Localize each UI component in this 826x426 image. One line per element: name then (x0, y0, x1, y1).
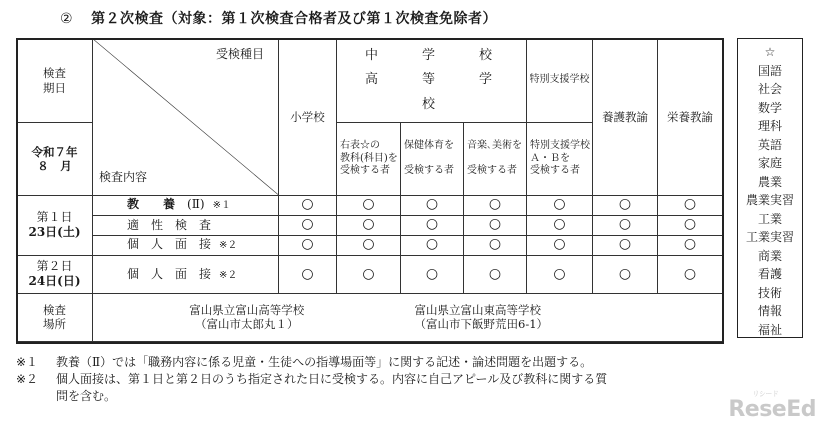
item-tekisei: 適 性 検 査 (93, 215, 279, 235)
day2-cell: 第２日 24日(日) (17, 255, 93, 293)
special-support-header: 特別支援学校 (527, 39, 593, 123)
elementary-header: 小学校 (279, 39, 337, 196)
diagonal-header-cell (93, 39, 279, 196)
list-item: 英語 (757, 137, 782, 152)
list-item: 工業 (757, 211, 782, 226)
subheader-music-art: 音楽､美術を 受検する者 (464, 123, 527, 195)
list-item: 工業実習 (745, 230, 794, 244)
list-item: 理科 (757, 119, 782, 133)
exam-type-label: 受検種目 (215, 47, 264, 61)
footnote-2: ※２ 個人面接は、第１日と第２日のうち指定された日に受検する。内容に自己アピール及び教科に関する質 (16, 372, 608, 386)
middle-high-header: 中 学 校 高 等 学 校 (337, 39, 527, 123)
list-item: 商業 (757, 248, 782, 263)
list-item: ☆ (764, 45, 776, 59)
subheader-special-ab: 特別支援学校 Ａ・Ｂを 受検する者 (527, 123, 593, 195)
date-header: 検査 期日 (17, 39, 93, 123)
table-row: 個 人 面 接 ※２ ○ ○ ○ ○ ○ ○ ○ (17, 235, 723, 255)
table-row: 適 性 検 査 ○ ○ ○ ○ ○ ○ ○ (17, 215, 723, 235)
list-item: 数学 (757, 100, 782, 115)
list-item: 家庭 (757, 156, 782, 170)
eiyo-header: 栄養教諭 (658, 39, 723, 196)
section-number: ② (60, 11, 74, 27)
list-item: 技術 (757, 285, 782, 300)
item-kojin1: 個 人 面 接 ※２ (93, 235, 279, 255)
list-item: 農業実習 (745, 193, 794, 207)
yogo-header: 養護教諭 (593, 39, 658, 196)
subheader-pe: 保健体育を 受検する者 (401, 123, 464, 195)
list-item: 福祉 (757, 322, 782, 337)
table-row: 第１日 23日(土) 教 養 (Ⅱ) ※１ ○ ○ ○ ○ ○ ○ ○ (17, 195, 723, 215)
venue-label: 検査 場所 (17, 293, 93, 341)
item-kyoyo: 教 養 (Ⅱ) ※１ (93, 195, 279, 215)
table-row: 第２日 24日(日) 個 人 面 接 ※２ ○ ○ ○ ○ ○ ○ ○ (17, 255, 723, 293)
exam-content-label: 検査内容 (99, 169, 148, 184)
list-item: 看護 (757, 267, 782, 281)
exam-schedule-table (16, 38, 723, 342)
section-title: 第２次検査（対象：第１次検査合格者及び第１次検査免除者） (91, 11, 498, 27)
venue-left: 富山県立富山高等学校 （富山市太郎丸１） (93, 293, 401, 341)
list-item: 農業 (757, 174, 782, 189)
resed-logo: ReseEd リシード (728, 390, 816, 422)
section-heading (60, 8, 497, 28)
subject-list-box (737, 38, 803, 338)
footnote-2-cont: 問を含む。 (56, 389, 117, 403)
footnote-1: ※１ 教養（Ⅱ）では「職務内容に係る児童・生徒への指導場面等」に関する記述・論述問題を出題する。 (16, 355, 593, 369)
list-item: 情報 (757, 304, 782, 318)
subheader-subjects: 右表☆の 教科(科目)を 受検する者 (337, 123, 401, 195)
venue-right: 富山県立富山東高等学校 （富山市下飯野荒田6-1） (401, 293, 723, 341)
item-kojin2: 個 人 面 接 ※２ (93, 255, 279, 293)
list-item: 国語 (757, 63, 782, 78)
list-item: 社会 (757, 82, 782, 96)
venue-row (17, 293, 723, 341)
footnotes (16, 354, 607, 405)
year-month-cell: 令和７年 ８ 月 (17, 123, 93, 195)
day1-cell: 第１日 23日(土) (17, 195, 93, 255)
